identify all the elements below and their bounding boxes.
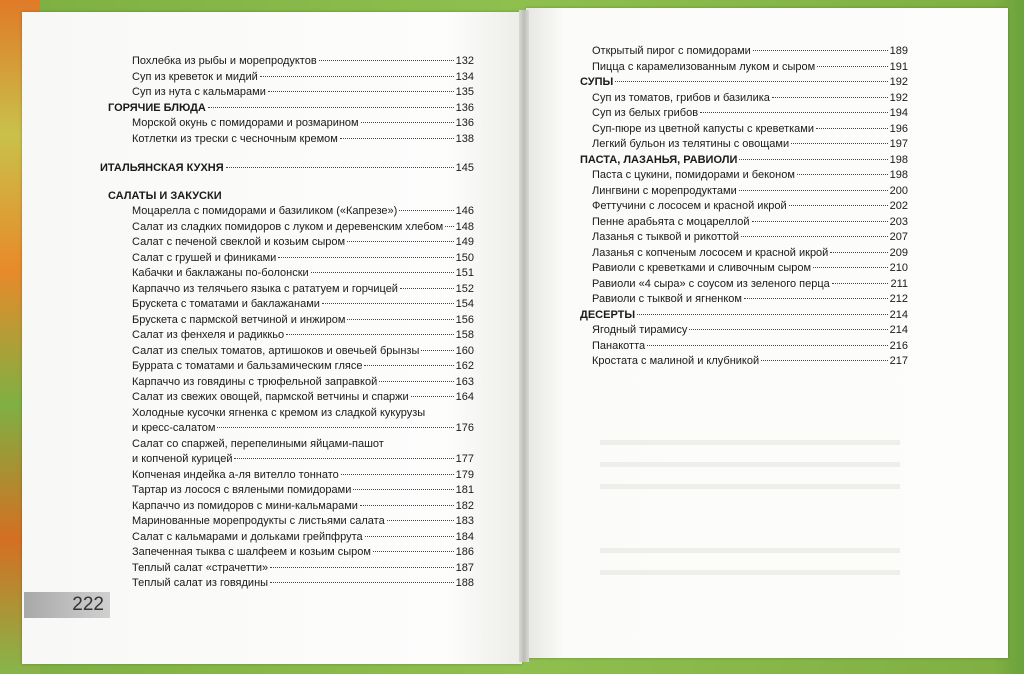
- toc-leader-dots: [379, 381, 453, 382]
- toc-entry: [100, 313, 474, 329]
- toc-entry: [572, 292, 908, 308]
- toc-entry-page: 136: [455, 117, 474, 129]
- toc-entry-title: Кабачки и баклажаны по-болонски: [132, 267, 309, 279]
- toc-entry-page: 136: [455, 101, 474, 114]
- toc-leader-dots: [234, 458, 453, 459]
- toc-leader-dots: [286, 334, 454, 335]
- toc-entry-page: 186: [455, 546, 474, 558]
- toc-leader-dots: [360, 505, 454, 506]
- toc-leader-dots: [741, 236, 888, 237]
- toc-leader-dots: [752, 221, 888, 222]
- toc-entry: [100, 390, 474, 406]
- show-through-text: [600, 462, 900, 467]
- toc-entry-title: Салат с печеной свеклой и козьим сыром: [132, 236, 346, 248]
- toc-entry: [100, 530, 474, 546]
- toc-entry-page: 202: [889, 200, 908, 212]
- toc-entry-page: 148: [455, 220, 474, 233]
- toc-leader-dots: [739, 159, 887, 160]
- toc-entry: [100, 70, 474, 86]
- toc-entry: [572, 339, 908, 355]
- toc-entry-title: Легкий бульон из телятины с овощами: [592, 138, 790, 150]
- toc-leader-dots: [373, 551, 454, 552]
- toc-entry-page: 176: [455, 422, 474, 434]
- toc-section-heading: [572, 153, 908, 169]
- toc-entry-page: 132: [455, 55, 474, 67]
- toc-leader-dots: [217, 427, 453, 428]
- toc-leader-dots: [789, 205, 888, 206]
- toc-entry-page: 198: [889, 153, 908, 166]
- toc-entry-title: САЛАТЫ И ЗАКУСКИ: [108, 189, 222, 202]
- toc-entry: [100, 545, 474, 561]
- toc-entry-page: 198: [889, 169, 908, 181]
- toc-entry: [100, 251, 474, 267]
- toc-entry-title: Салат со спаржей, перепелиными яйцами-пашот: [132, 437, 384, 450]
- toc-leader-dots: [832, 283, 889, 284]
- toc-entry: [100, 220, 474, 236]
- toc-entry-page: 135: [455, 86, 474, 98]
- toc-entry-title: Моцарелла с помидорами и базиликом («Капрезе»): [132, 205, 398, 217]
- toc-entry: [100, 235, 474, 251]
- toc-entry: [572, 230, 908, 246]
- toc-entry: [572, 323, 908, 339]
- toc-entry-title: Брускета с пармской ветчиной и инжиром: [132, 313, 346, 326]
- toc-leader-dots: [411, 396, 454, 397]
- toc-entry-title: Ягодный тирамису: [592, 324, 688, 336]
- toc-entry: [572, 168, 908, 184]
- toc-leader-dots: [739, 190, 888, 191]
- toc-leader-dots: [753, 50, 888, 51]
- toc-leader-dots: [322, 303, 454, 304]
- toc-entry: [572, 184, 908, 200]
- toc-leader-dots: [319, 60, 454, 61]
- toc-entry: [100, 297, 474, 313]
- toc-entry: [100, 204, 474, 220]
- toc-entry-title: и кресс-салатом: [132, 422, 216, 434]
- toc-entry-title: Карпаччо из помидоров с мини-кальмарами: [132, 499, 358, 512]
- toc-entry: [572, 199, 908, 215]
- toc-entry-title: Суп из креветок и мидий: [132, 70, 258, 83]
- toc-entry-title: Карпаччо из говядины с трюфельной заправкой: [132, 375, 378, 388]
- toc-entry-page: 134: [455, 70, 474, 83]
- toc-leader-dots: [365, 536, 454, 537]
- toc-entry: [100, 54, 474, 70]
- toc-entry: [100, 421, 474, 437]
- toc-right-column: [572, 44, 908, 370]
- toc-section-heading: [572, 308, 908, 324]
- toc-entry-page: 217: [889, 355, 908, 367]
- toc-leader-dots: [647, 345, 888, 346]
- toc-entry-title: Маринованные морепродукты с листьями салата: [132, 515, 385, 527]
- toc-section-heading: [100, 161, 474, 177]
- show-through-text: [600, 484, 900, 489]
- toc-entry: [100, 375, 474, 391]
- toc-entry: [100, 344, 474, 360]
- toc-entry-title: Теплый салат «страчетти»: [132, 561, 269, 574]
- toc-entry-title: ИТАЛЬЯНСКАЯ КУХНЯ: [100, 162, 224, 174]
- toc-entry-page: 192: [889, 76, 908, 88]
- toc-entry-title: Кростата с малиной и клубникой: [592, 355, 760, 367]
- toc-entry-page: 191: [889, 60, 908, 73]
- toc-entry: [572, 277, 908, 293]
- toc-entry-page: 163: [455, 375, 474, 388]
- toc-leader-dots: [347, 319, 453, 320]
- toc-entry-title: ДЕСЕРТЫ: [580, 308, 636, 321]
- toc-leader-dots: [700, 112, 888, 113]
- toc-entry-page: 200: [889, 184, 908, 197]
- toc-entry-page: 188: [455, 577, 474, 589]
- toc-entry-title: Открытый пирог с помидорами: [592, 45, 751, 57]
- toc-entry: [572, 60, 908, 76]
- toc-leader-dots: [761, 360, 888, 361]
- toc-entry: [100, 282, 474, 298]
- toc-left-column: [100, 54, 474, 592]
- toc-entry-page: 179: [455, 468, 474, 481]
- toc-entry: [100, 452, 474, 468]
- toc-leader-dots: [400, 288, 454, 289]
- toc-entry: [100, 359, 474, 375]
- toc-entry-title: Суп из белых грибов: [592, 107, 699, 119]
- toc-entry-title: Карпаччо из телячьего языка с рататуем и горчицей: [132, 282, 398, 295]
- toc-leader-dots: [347, 241, 454, 242]
- toc-leader-dots: [615, 81, 887, 82]
- toc-entry: [100, 483, 474, 499]
- toc-entry-page: 211: [890, 277, 908, 290]
- toc-entry-title: Равиоли с креветками и сливочным сыром: [592, 262, 812, 274]
- toc-entry-title: Салат из сладких помидоров с луком и деревенским хлебом: [132, 220, 444, 233]
- toc-entry-page: 182: [455, 499, 474, 512]
- toc-entry-page: 214: [889, 308, 908, 321]
- toc-entry-page: 216: [889, 339, 908, 352]
- toc-leader-dots: [340, 138, 454, 139]
- toc-entry-title: Суп из томатов, грибов и базилика: [592, 91, 770, 104]
- toc-entry-title: Равиоли с тыквой и ягненком: [592, 293, 742, 305]
- toc-entry: [572, 91, 908, 107]
- toc-entry-page: 192: [889, 91, 908, 104]
- toc-entry-page: 197: [889, 138, 908, 150]
- toc-entry-page: 138: [455, 132, 474, 145]
- toc-entry-page: 212: [889, 293, 908, 305]
- page-number: 222: [24, 592, 110, 618]
- toc-entry-title: Теплый салат из говядины: [132, 577, 269, 589]
- toc-entry-page: 156: [455, 313, 474, 326]
- toc-entry-page: 160: [455, 344, 474, 357]
- toc-entry-title: Салат с кальмарами и дольками грейпфрута: [132, 530, 363, 543]
- toc-entry-title: Равиоли «4 сыра» с соусом из зеленого перца: [592, 277, 830, 290]
- toc-leader-dots: [364, 365, 453, 366]
- toc-entry-title: Суп-пюре из цветной капусты с креветками: [592, 122, 815, 135]
- toc-entry-page: 164: [455, 391, 474, 403]
- toc-entry: [100, 116, 474, 132]
- toc-entry: [100, 576, 474, 592]
- toc-entry: [100, 514, 474, 530]
- toc-entry: [572, 215, 908, 231]
- toc-entry-title: Салат из спелых томатов, артишоков и овечьей брынзы: [132, 344, 420, 357]
- toc-leader-dots: [278, 257, 453, 258]
- toc-entry: [100, 266, 474, 282]
- toc-entry-title: Салат из свежих овощей, пармской ветчины и спаржи: [132, 391, 409, 403]
- toc-entry-title: Запеченная тыква с шалфеем и козьим сыром: [132, 546, 371, 558]
- toc-entry-page: 183: [455, 515, 474, 527]
- toc-entry: [572, 122, 908, 138]
- toc-leader-dots: [744, 298, 888, 299]
- toc-entry-title: Суп из нута с кальмарами: [132, 86, 266, 98]
- toc-entry: [100, 468, 474, 484]
- toc-entry: [100, 406, 474, 422]
- toc-entry-title: Копченая индейка а-ля вителло тоннато: [132, 468, 339, 481]
- toc-section-heading: [572, 75, 908, 91]
- toc-entry-title: СУПЫ: [580, 76, 614, 88]
- toc-entry: [572, 354, 908, 370]
- toc-entry-title: Феттучини с лососем и красной икрой: [592, 200, 787, 212]
- toc-entry-page: 209: [889, 246, 908, 259]
- toc-entry-title: Буррата с томатами и бальзамическим глясе: [132, 360, 363, 372]
- toc-entry: [100, 499, 474, 515]
- toc-entry-page: 214: [889, 324, 908, 336]
- toc-entry-page: 184: [455, 530, 474, 543]
- toc-entry-page: 152: [455, 282, 474, 295]
- show-through-text: [600, 570, 900, 575]
- toc-leader-dots: [637, 314, 888, 315]
- toc-leader-dots: [361, 122, 454, 123]
- toc-section-heading: [100, 101, 474, 117]
- toc-entry: [100, 328, 474, 344]
- toc-entry-title: Лингвини с морепродуктами: [592, 184, 737, 197]
- toc-entry-page: 203: [889, 215, 908, 228]
- toc-leader-dots: [816, 128, 888, 129]
- toc-entry-title: Лазанья с тыквой и рикоттой: [592, 231, 740, 243]
- toc-leader-dots: [353, 489, 453, 490]
- toc-entry-page: 187: [455, 561, 474, 574]
- toc-entry-page: 210: [889, 262, 908, 274]
- toc-leader-dots: [772, 97, 888, 98]
- toc-entry-page: 146: [455, 205, 474, 217]
- toc-entry-title: ГОРЯЧИЕ БЛЮДА: [108, 101, 206, 114]
- toc-leader-dots: [341, 474, 454, 475]
- toc-entry-page: 154: [455, 298, 474, 310]
- toc-entry: [572, 246, 908, 262]
- toc-entry-page: 177: [455, 453, 474, 465]
- toc-leader-dots: [445, 226, 453, 227]
- toc-leader-dots: [270, 567, 453, 568]
- toc-entry-title: Лазанья с копченым лососем и красной икрой: [592, 246, 829, 259]
- toc-entry: [100, 437, 474, 453]
- toc-entry-title: Холодные кусочки ягненка с кремом из сладкой кукурузы: [132, 406, 426, 419]
- toc-leader-dots: [399, 210, 453, 211]
- show-through-text: [600, 440, 900, 445]
- toc-leader-dots: [817, 66, 887, 67]
- toc-leader-dots: [830, 252, 887, 253]
- toc-entry-title: Салат с грушей и финиками: [132, 251, 277, 264]
- toc-entry: [572, 137, 908, 153]
- toc-leader-dots: [226, 167, 454, 168]
- toc-entry-page: 189: [889, 45, 908, 57]
- toc-entry: [572, 44, 908, 60]
- toc-entry-title: Тартар из лосося с вялеными помидорами: [132, 484, 352, 496]
- toc-entry-title: Морской окунь с помидорами и розмарином: [132, 117, 359, 129]
- toc-entry: [100, 85, 474, 101]
- toc-entry: [100, 132, 474, 148]
- toc-entry-title: Брускета с томатами и баклажанами: [132, 298, 320, 310]
- toc-entry-title: Паста с цукини, помидорами и беконом: [592, 169, 795, 181]
- toc-entry: [572, 106, 908, 122]
- toc-entry-title: Пенне арабьята с моцареллой: [592, 215, 750, 228]
- book-spine: [519, 10, 529, 662]
- toc-entry-page: 150: [455, 251, 474, 264]
- toc-entry-page: 196: [889, 122, 908, 135]
- toc-entry-title: Пицца с карамелизованным луком и сыром: [592, 60, 816, 73]
- toc-leader-dots: [797, 174, 888, 175]
- toc-leader-dots: [813, 267, 888, 268]
- toc-leader-dots: [208, 107, 454, 108]
- toc-leader-dots: [270, 582, 454, 583]
- toc-leader-dots: [260, 76, 454, 77]
- toc-leader-dots: [387, 520, 454, 521]
- toc-entry-title: ПАСТА, ЛАЗАНЬЯ, РАВИОЛИ: [580, 153, 738, 166]
- toc-section-heading: [100, 189, 474, 205]
- toc-leader-dots: [791, 143, 888, 144]
- toc-entry-title: Панакотта: [592, 339, 646, 352]
- toc-entry-page: 207: [889, 231, 908, 243]
- toc-entry: [100, 561, 474, 577]
- toc-entry-title: и копченой курицей: [132, 453, 233, 465]
- toc-entry: [572, 261, 908, 277]
- toc-entry-page: 151: [455, 267, 474, 279]
- toc-entry-page: 194: [889, 107, 908, 119]
- toc-entry-page: 149: [455, 236, 474, 248]
- toc-entry-page: 145: [455, 162, 474, 174]
- toc-entry-page: 181: [455, 484, 474, 496]
- toc-entry-page: 158: [455, 329, 474, 341]
- toc-entry-title: Салат из фенхеля и радиккьо: [132, 329, 285, 341]
- toc-entry-page: 162: [455, 360, 474, 372]
- toc-leader-dots: [268, 91, 454, 92]
- toc-leader-dots: [689, 329, 887, 330]
- toc-leader-dots: [421, 350, 453, 351]
- toc-entry-title: Похлебка из рыбы и морепродуктов: [132, 55, 317, 67]
- toc-entry-title: Котлетки из трески с чесночным кремом: [132, 132, 338, 145]
- show-through-text: [600, 548, 900, 553]
- toc-leader-dots: [311, 272, 454, 273]
